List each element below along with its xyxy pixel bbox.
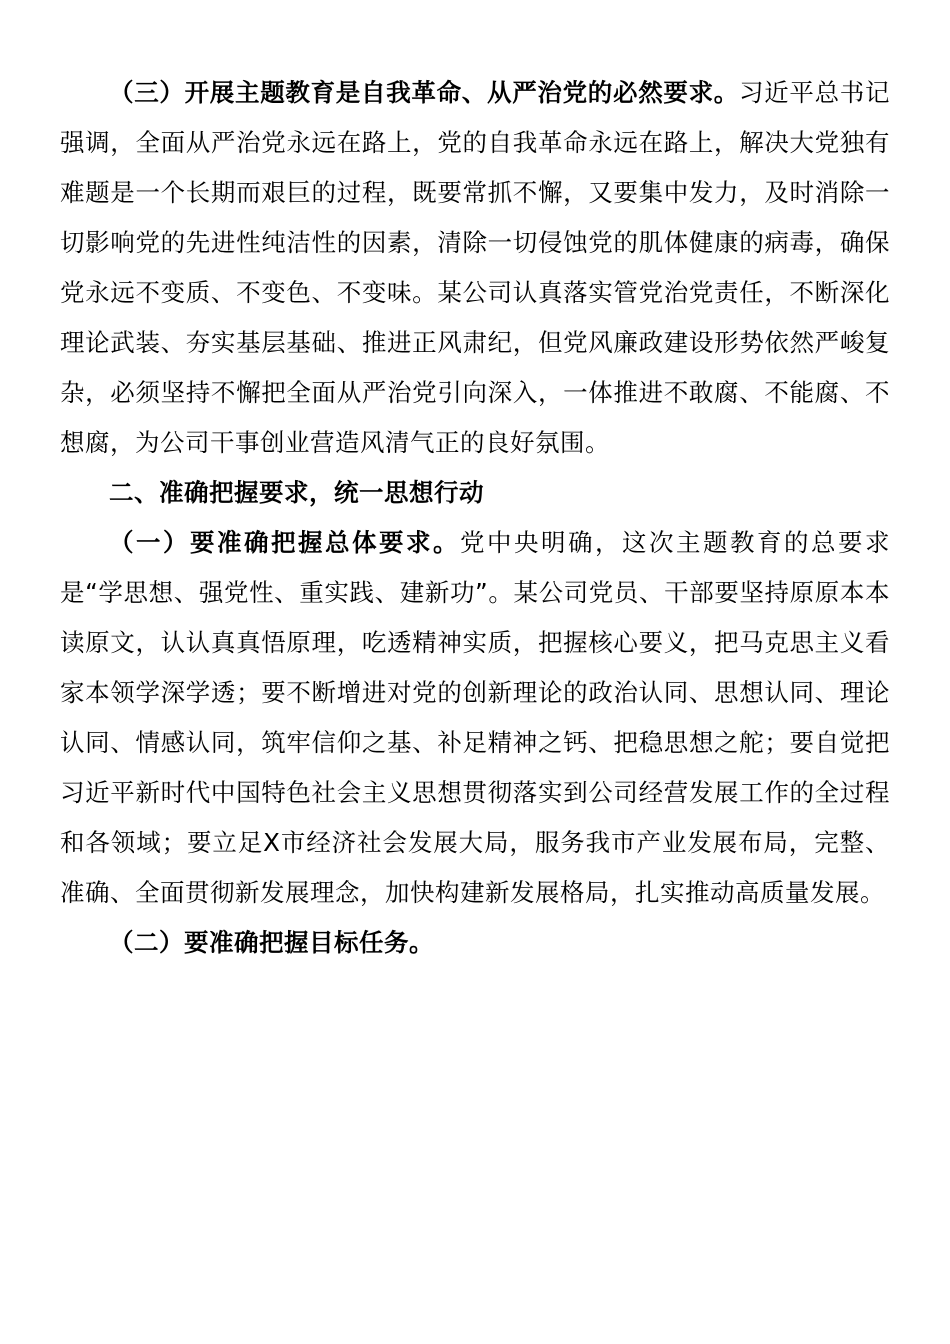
paragraph-subsection-1 xyxy=(60,518,890,918)
paragraph-lead: （三）开展主题教育是自我革命、从严治党的必然要求。 xyxy=(109,78,739,107)
section-heading: 二、准确把握要求，统一思想行动 xyxy=(109,478,484,507)
document-page xyxy=(60,68,890,968)
paragraph-lead: （一）要准确把握总体要求。 xyxy=(109,528,460,557)
paragraph-body: 党中央明确，这次主题教育的总要求是“学思想、强党性、重实践、建新功”。某公司党员、干部要坚持原原本本读原文，认认真真悟原理，吃透精神实质，把握核心要义，把马克思主义看家本领学深学透；要不断增进对党的创新理论的政治认同、思想认同、理论认同、情感认同，筑牢信仰之基、补足精神之钙、把稳思想之舵；要自觉把习近平新时代中国特色社会主义思想贯彻落实到公司经营发展工作的全过程和各领域；要立足X市经济社会发展大局，服务我市产业发展布局，完整、准确、全面贯彻新发展理念，加快构建新发展格局，扎实推动高质量发展。 xyxy=(60,528,890,907)
paragraph-lead: （二）要准确把握目标任务。 xyxy=(109,928,434,957)
paragraph-body: 习近平总书记强调，全面从严治党永远在路上，党的自我革命永远在路上，解决大党独有难题是一个长期而艰巨的过程，既要常抓不懈，又要集中发力，及时消除一切影响党的先进性纯洁性的因素，清除一切侵蚀党的肌体健康的病毒，确保党永远不变质、不变色、不变味。某公司认真落实管党治党责任，不断深化理论武装、夯实基层基础、推进正风肃纪，但党风廉政建设形势依然严峻复杂，必须坚持不懈把全面从严治党引向深入，一体推进不敢腐、不能腐、不想腐，为公司干事创业营造风清气正的良好氛围。 xyxy=(60,78,890,457)
paragraph-section-3 xyxy=(60,68,890,468)
paragraph-subsection-2 xyxy=(60,918,890,968)
